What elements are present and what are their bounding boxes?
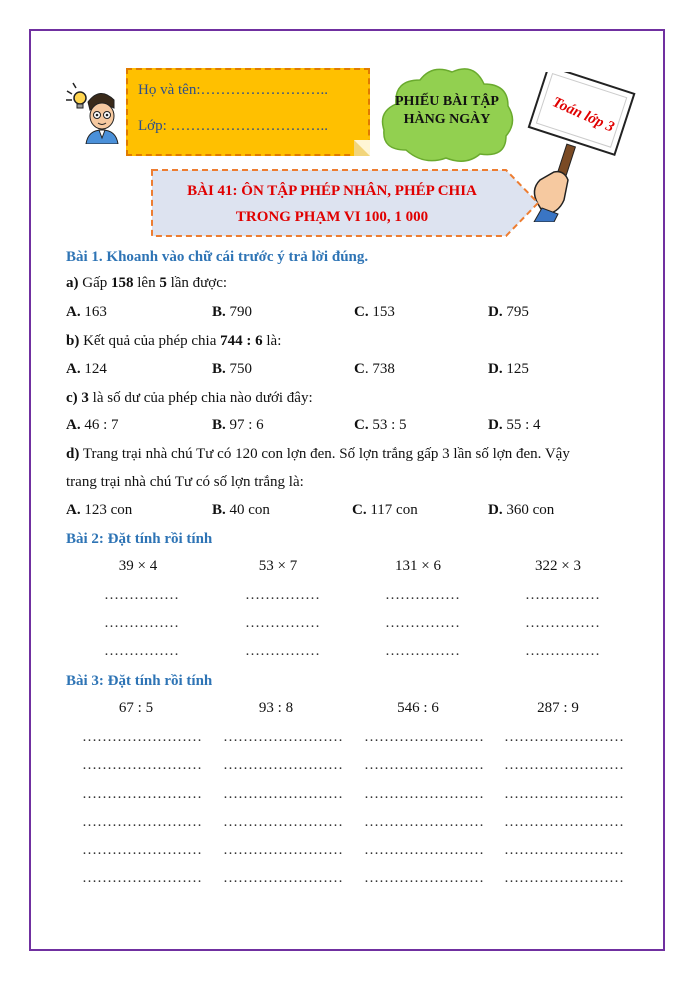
answer-line[interactable]: …………… (104, 615, 179, 631)
question-text: là số dư của phép chia nào dưới đây: (88, 390, 313, 406)
option-c-B[interactable]: B. 97 : 6 (212, 417, 264, 433)
answer-line[interactable]: …………… (104, 587, 179, 603)
lesson-title-line2: TRONG PHẠM VI 100, 1 000 (235, 209, 429, 225)
answer-line[interactable]: …………… (245, 643, 320, 659)
answer-line[interactable]: …………………… (364, 757, 484, 773)
question-d-line2: trang trại nhà chú Tư có số lợn trắng là: (66, 474, 304, 490)
question-d-line1 (66, 446, 632, 463)
question-b (66, 333, 281, 350)
option-b-C[interactable]: C. 738 (354, 361, 395, 377)
answer-line[interactable]: …………………… (223, 870, 343, 886)
question-label: c) (66, 390, 78, 406)
answer-line[interactable]: …………………… (223, 786, 343, 802)
question-number: 5 (159, 275, 167, 291)
option-c-D[interactable]: D. 55 : 4 (488, 417, 541, 433)
option-d-A[interactable]: A. 123 con (66, 502, 133, 518)
question-number: 158 (111, 275, 134, 291)
answer-line[interactable]: …………………… (82, 729, 202, 745)
question-number: 3 (81, 390, 89, 406)
problem-3-1: 67 : 5 (118, 700, 154, 716)
question-text: là: (262, 333, 282, 349)
answer-line[interactable]: …………………… (504, 842, 624, 858)
answer-line[interactable]: …………… (104, 643, 179, 659)
student-lightbulb-icon (66, 82, 122, 144)
question-a (66, 275, 227, 292)
hand-sign-icon (524, 72, 636, 222)
class-field-label[interactable]: Lớp: ………………………….. (138, 118, 329, 134)
answer-line[interactable]: …………………… (223, 842, 343, 858)
question-c (66, 390, 313, 407)
problem-2-1: 39 × 4 (118, 558, 158, 574)
option-b-B[interactable]: B. 750 (212, 361, 253, 377)
question-text: lên (133, 275, 160, 291)
problem-3-4: 287 : 9 (537, 700, 579, 716)
question-text: Kết quả của phép chia (79, 333, 221, 349)
answer-line[interactable]: …………… (525, 643, 600, 659)
answer-line[interactable]: …………… (245, 615, 320, 631)
question-label: d) (66, 446, 80, 462)
answer-line[interactable]: …………………… (364, 786, 484, 802)
exercise-2-title: Bài 2: Đặt tính rồi tính (66, 531, 213, 547)
answer-line[interactable]: …………………… (504, 757, 624, 773)
answer-line[interactable]: …………… (245, 587, 320, 603)
answer-line[interactable]: …………… (385, 615, 460, 631)
answer-line[interactable]: …………… (385, 587, 460, 603)
question-text: lần được: (166, 275, 228, 291)
answer-line[interactable]: …………………… (82, 842, 202, 858)
page-curl (354, 140, 370, 156)
answer-line[interactable]: …………… (525, 615, 600, 631)
question-text: Gấp (78, 275, 111, 291)
problem-3-3: 546 : 6 (397, 700, 439, 716)
student-info-box (126, 68, 370, 156)
option-c-A[interactable]: A. 46 : 7 (66, 417, 119, 433)
option-a-C[interactable]: C. 153 (354, 304, 395, 320)
question-label: b) (66, 333, 80, 349)
problem-2-3: 131 × 6 (395, 558, 441, 574)
answer-line[interactable]: …………… (525, 587, 600, 603)
answer-line[interactable]: …………… (385, 643, 460, 659)
question-text: Trang trại nhà chú Tư có 120 con lợn đen. Số lợn trắng gấp 3 lần số lợn đen. Vậy (79, 446, 570, 462)
problem-3-2: 93 : 8 (258, 700, 294, 716)
name-field-label[interactable]: Họ và tên:…………………….. (138, 82, 328, 98)
lesson-title-line1: BÀI 41: ÔN TẬP PHÉP NHÂN, PHÉP CHIA (187, 183, 477, 199)
answer-line[interactable]: …………………… (223, 757, 343, 773)
exercise-1-title: Bài 1. Khoanh vào chữ cái trước ý trả lời đúng. (66, 249, 369, 265)
exercise-3-title: Bài 3: Đặt tính rồi tính (66, 673, 213, 689)
option-a-D[interactable]: D. 795 (488, 304, 529, 320)
lesson-title (152, 178, 512, 230)
option-a-A[interactable]: A. 163 (66, 304, 107, 320)
option-c-C[interactable]: C. 53 : 5 (354, 417, 407, 433)
problem-2-4: 322 × 3 (535, 558, 581, 574)
sign-label: Toán lớp 3 (549, 94, 617, 136)
option-d-D[interactable]: D. 360 con (488, 502, 555, 518)
cloud-title-line2: HÀNG NGÀY (403, 112, 491, 127)
answer-line[interactable]: …………………… (504, 786, 624, 802)
answer-line[interactable]: …………………… (82, 757, 202, 773)
option-b-A[interactable]: A. 124 (66, 361, 107, 377)
option-d-C[interactable]: C. 117 con (352, 502, 418, 518)
worksheet-title (376, 93, 518, 129)
answer-line[interactable]: …………………… (364, 870, 484, 886)
answer-line[interactable]: …………………… (504, 729, 624, 745)
option-d-B[interactable]: B. 40 con (212, 502, 270, 518)
answer-line[interactable]: …………………… (223, 729, 343, 745)
answer-line[interactable]: …………………… (82, 814, 202, 830)
question-number: 744 : 6 (220, 333, 263, 349)
problem-2-2: 53 × 7 (258, 558, 298, 574)
answer-line[interactable]: …………………… (82, 870, 202, 886)
option-a-B[interactable]: B. 790 (212, 304, 253, 320)
answer-line[interactable]: …………………… (364, 814, 484, 830)
cloud-title-line1: PHIẾU BÀI TẬP (395, 94, 499, 109)
option-b-D[interactable]: D. 125 (488, 361, 529, 377)
question-label: a) (66, 275, 79, 291)
answer-line[interactable]: …………………… (364, 729, 484, 745)
answer-line[interactable]: …………………… (364, 842, 484, 858)
answer-line[interactable]: …………………… (223, 814, 343, 830)
answer-line[interactable]: …………………… (504, 814, 624, 830)
answer-line[interactable]: …………………… (504, 870, 624, 886)
answer-line[interactable]: …………………… (82, 786, 202, 802)
